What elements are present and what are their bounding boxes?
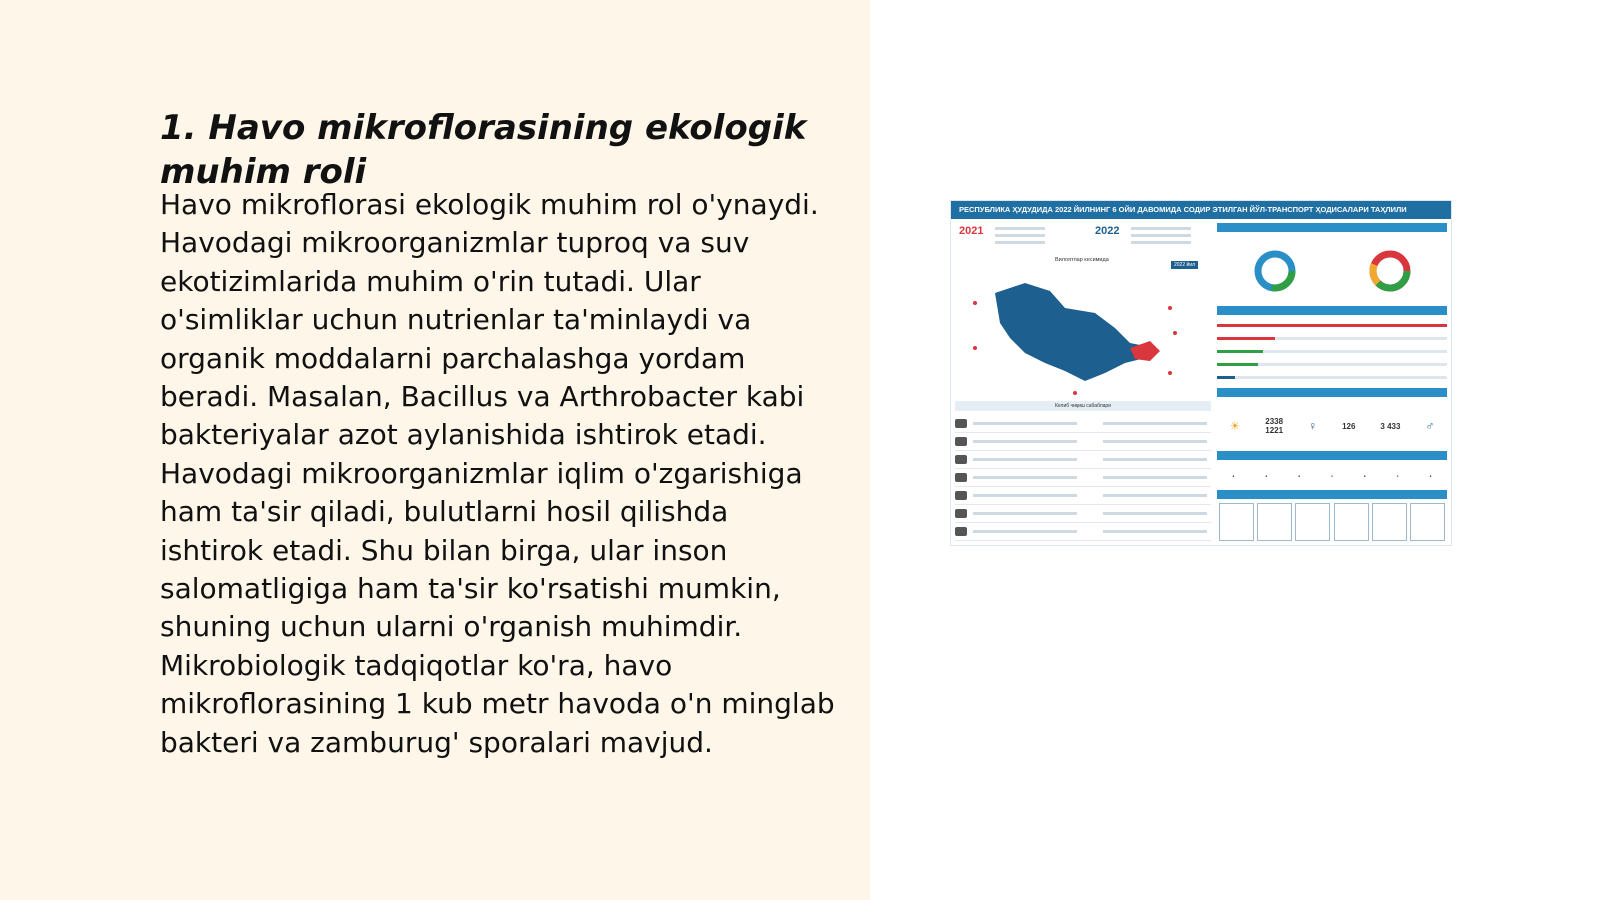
sun-icon: ☀ [1229, 419, 1241, 433]
map-marker [1073, 391, 1077, 395]
cause-row [955, 505, 1211, 523]
bar-row [1217, 332, 1447, 345]
year-2022-label: 2022 [1095, 225, 1120, 237]
infographic-image [950, 200, 1452, 546]
vehicle-box [1372, 503, 1407, 541]
map-marker [973, 346, 977, 350]
cause-row [955, 523, 1211, 541]
dot-marker: • [1265, 474, 1268, 480]
stat-lines-2021 [995, 227, 1045, 248]
dot-marker: • [1298, 474, 1300, 480]
bar-row [1217, 371, 1447, 384]
section-band [1217, 306, 1447, 315]
dot-marker: • [1396, 474, 1399, 480]
map-marker [973, 301, 977, 305]
slide-body-text: Havo mikroflorasi ekologik muhim rol o'ynaydi. Havodagi mikroorganizmlar tuproq va suv ekotizimlarida muhim o'rin tutadi. Ular o'simliklar uchun nutrienlar ta'minlaydi va organik moddalarni parchalashga yordam beradi. Masalan, Bacillus va Arthrobacter kabi bakteriyalar azot aylanishida ishtirok etadi. Havodagi mikroorganizmlar iqlim o'zgarishiga ham ta'sir qiladi, bulutlarni hosil qilishda ishtirok etadi. Shu bilan birga, ular inson salomatligiga ham ta'sir ko'rsatishi mumkin, shuning uchun ularni o'rganish muhimdir. Mikrobiologik tadqiqotlar ko'ra, havo mikroflorasining 1 kub metr havoda o'n minglab bakteri va zamburug' sporalari mavjud. [160, 188, 835, 759]
map-region-main [995, 283, 1155, 381]
map-badge: 2022 йил [1171, 261, 1198, 269]
dot-marker: • [1232, 474, 1235, 480]
causes-list [955, 415, 1211, 546]
vehicle-box [1257, 503, 1292, 541]
stat-day: 2338 [1265, 417, 1284, 426]
infographic-left-section [955, 223, 1211, 541]
section-band [1217, 223, 1447, 232]
vehicle-box [1295, 503, 1330, 541]
stat-female: 126 [1342, 421, 1356, 431]
cause-row [955, 451, 1211, 469]
bar-row [1217, 319, 1447, 332]
dots-row [1217, 464, 1447, 490]
infographic-right-section [1217, 223, 1447, 541]
person-male-icon: ♂ [1425, 419, 1435, 433]
section-band [1217, 490, 1447, 499]
section-band [1217, 451, 1447, 460]
cause-row [955, 469, 1211, 487]
stat-lines-2022 [1131, 227, 1191, 248]
vehicle-box [1334, 503, 1369, 541]
dot-marker: • [1363, 474, 1366, 480]
vehicle-box [1219, 503, 1254, 541]
uzbekistan-map [955, 253, 1211, 403]
causes-title: Келиб чиқиш сабаблари [955, 401, 1211, 411]
cause-row [955, 415, 1211, 433]
donut-chart-left [1250, 246, 1300, 296]
stat-male: 3 433 [1380, 421, 1401, 431]
bar-list [1217, 319, 1447, 384]
donut-charts [1217, 236, 1447, 306]
cause-row [955, 487, 1211, 505]
infographic-header: РЕСПУБЛИКА ҲУДУДИДА 2022 ЙИЛНИНГ 6 ОЙИ ДАВОМИДА СОДИР ЭТИЛГАН ЙЎЛ-ТРАНСПОРТ ҲОДИСАЛАРИ ТАҲЛИЛИ [951, 201, 1451, 219]
year-2021-label: 2021 [959, 225, 984, 237]
bar-row [1217, 358, 1447, 371]
vehicle-box [1410, 503, 1445, 541]
dot-marker: • [1429, 474, 1432, 480]
cause-row [955, 433, 1211, 451]
person-female-icon: ♀ [1308, 419, 1318, 433]
vehicle-boxes [1217, 503, 1447, 541]
map-marker [1173, 331, 1177, 335]
dot-marker: • [1331, 474, 1333, 480]
map-marker [1168, 306, 1172, 310]
bar-row [1217, 345, 1447, 358]
stat-night: 1221 [1265, 426, 1284, 435]
cause-row [955, 541, 1211, 546]
map-marker [1168, 371, 1172, 375]
donut-chart-right [1365, 246, 1415, 296]
slide-title: 1. Havo mikroflorasining ekologik muhim roli [160, 108, 807, 192]
section-band [1217, 388, 1447, 397]
map-title: Вилоятлар кесимида [1055, 257, 1109, 263]
stats-people-row [1217, 401, 1447, 451]
